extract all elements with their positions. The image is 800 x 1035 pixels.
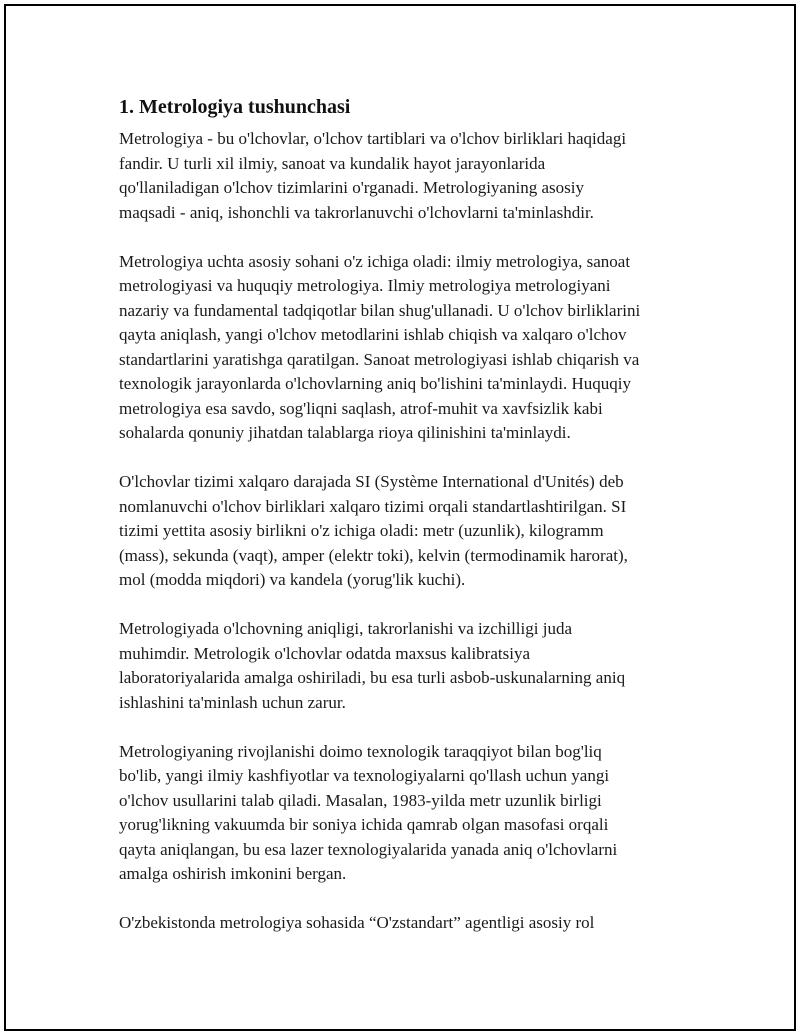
paragraph-development: Metrologiyaning rivojlanishi doimo texnologik taraqqiyot bilan bog'liq bo'lib, yangi ilmiy kashfiyotlar va texnologiyalarni qo'llash uchun yangi o'lchov usullarini talab qiladi. Masalan, 1983-yilda metr uzunlik birligi yorug'likning vakuumda bir soniya ichida qamrab olgan masofasi orqali qayta aniqlangan, bu esa lazer texnologiyalarida yanada aniq o'lchovlarni amalga oshirish imkonini bergan. xyxy=(119,741,618,883)
page-frame xyxy=(4,4,796,1031)
paragraph-accuracy: Metrologiyada o'lchovning aniqligi, takrorlanishi va izchilligi juda muhimdir. Metrologik o'lchovlar odatda maxsus kalibratsiya laboratoriyalarida amalga oshiriladi, bu esa turli asbob-uskunalarning aniq ishlashini ta'minlash uchun zarur. xyxy=(119,619,626,712)
section-heading: 1. Metrologiya tushunchasi xyxy=(119,96,351,118)
paragraph-si-system: O'lchovlar tizimi xalqaro darajada SI (Système International d'Unités) deb nomlanuvchi o'lchov birliklari xalqaro tizimi orqali standartlashtirilgan. SI tizimi yettita asosiy birlikni o'z ichiga oladi: metr (uzunlik), kilogramm (mass), sekunda (vaqt), amper (elektr toki), kelvin (termodinamik harorat), mol (modda miqdori) va kandela (yorug'lik kuchi). xyxy=(119,472,628,589)
paragraph-definition: Metrologiya - bu o'lchovlar, o'lchov tartiblari va o'lchov birliklari haqidagi fandir. U turli xil ilmiy, sanoat va kundalik hayot jarayonlarida qo'llaniladigan o'lchov tizimlarini o'rganadi. Metrologiyaning asosiy maqsadi - aniq, ishonchli va takrorlanuvchi o'lchovlarni ta'minlashdir. xyxy=(119,129,627,222)
paragraph-uzstandart: O'zbekistonda metrologiya sohasida “O'zstandart” agentligi asosiy rol xyxy=(119,913,595,932)
paragraph-branches: Metrologiya uchta asosiy sohani o'z ichiga oladi: ilmiy metrologiya, sanoat metrologiyasi va huquqiy metrologiya. Ilmiy metrologiya metrologiyani nazariy va fundamental tadqiqotlar bilan shug'ullanadi. U o'lchov birliklarini qayta aniqlash, yangi o'lchov metodlarini ishlab chiqish va xalqaro o'lchov standartlarini yaratishga qaratilgan. Sanoat metrologiyasi ishlab chiqarish va texnologik jarayonlarda o'lchovlarning aniq bo'lishini ta'minlaydi. Huquqiy metrologiya esa savdo, sog'liqni saqlash, atrof-muhit va xavfsizlik kabi sohalarda qonuniy jihatdan talablarga rioya qilinishini ta'minlaydi. xyxy=(119,251,641,442)
document-body xyxy=(119,94,699,960)
